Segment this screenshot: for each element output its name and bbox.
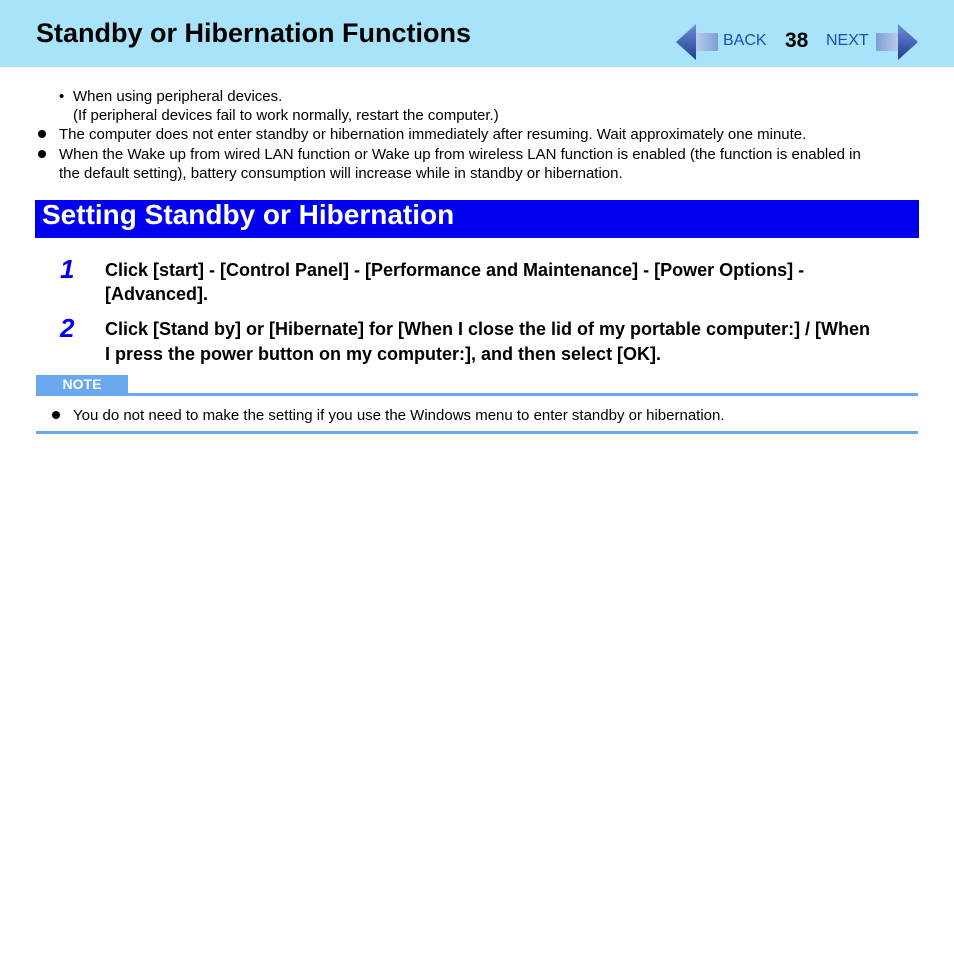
next-link[interactable]: NEXT — [826, 32, 869, 49]
next-arrow-icon[interactable] — [876, 22, 918, 62]
step-text: Click [start] - [Control Panel] - [Performance and Maintenance] - [Power Options] - — [105, 260, 805, 280]
bullet-icon — [38, 130, 46, 138]
section-title: Setting Standby or Hibernation — [42, 199, 455, 230]
step-text-continued: [Advanced]. — [105, 284, 209, 304]
bullet-text: When the Wake up from wired LAN function or Wake up from wireless LAN function is enabled (the function is enabled in — [59, 146, 861, 163]
bullet-icon — [38, 150, 46, 158]
back-link[interactable]: BACK — [723, 32, 767, 49]
step-number: 1 — [60, 254, 75, 284]
note-bottom-divider — [36, 431, 918, 434]
step-text: Click [Stand by] or [Hibernate] for [When I close the lid of my portable computer:] / [When — [105, 319, 871, 339]
page-number: 38 — [785, 29, 809, 52]
sub-bullet-marker: • — [59, 88, 65, 105]
note-top-divider — [36, 393, 918, 396]
bullet-text-continued: the default setting), battery consumption will increase while in standby or hibernation. — [59, 165, 623, 182]
bullet-icon — [52, 411, 60, 419]
step-number: 2 — [60, 313, 75, 343]
note-label: NOTE — [62, 376, 102, 392]
sub-bullet-text-continued: (If peripheral devices fail to work normally, restart the computer.) — [73, 107, 499, 124]
sub-bullet-text: When using peripheral devices. — [73, 88, 283, 105]
page-title: Standby or Hibernation Functions — [36, 18, 472, 48]
note-text: You do not need to make the setting if you use the Windows menu to enter standby or hibernation. — [73, 407, 725, 424]
step-text-continued: I press the power button on my computer:], and then select [OK]. — [105, 344, 662, 364]
back-arrow-icon[interactable] — [676, 22, 718, 62]
bullet-text: The computer does not enter standby or hibernation immediately after resuming. Wait approximately one minute. — [59, 126, 807, 143]
